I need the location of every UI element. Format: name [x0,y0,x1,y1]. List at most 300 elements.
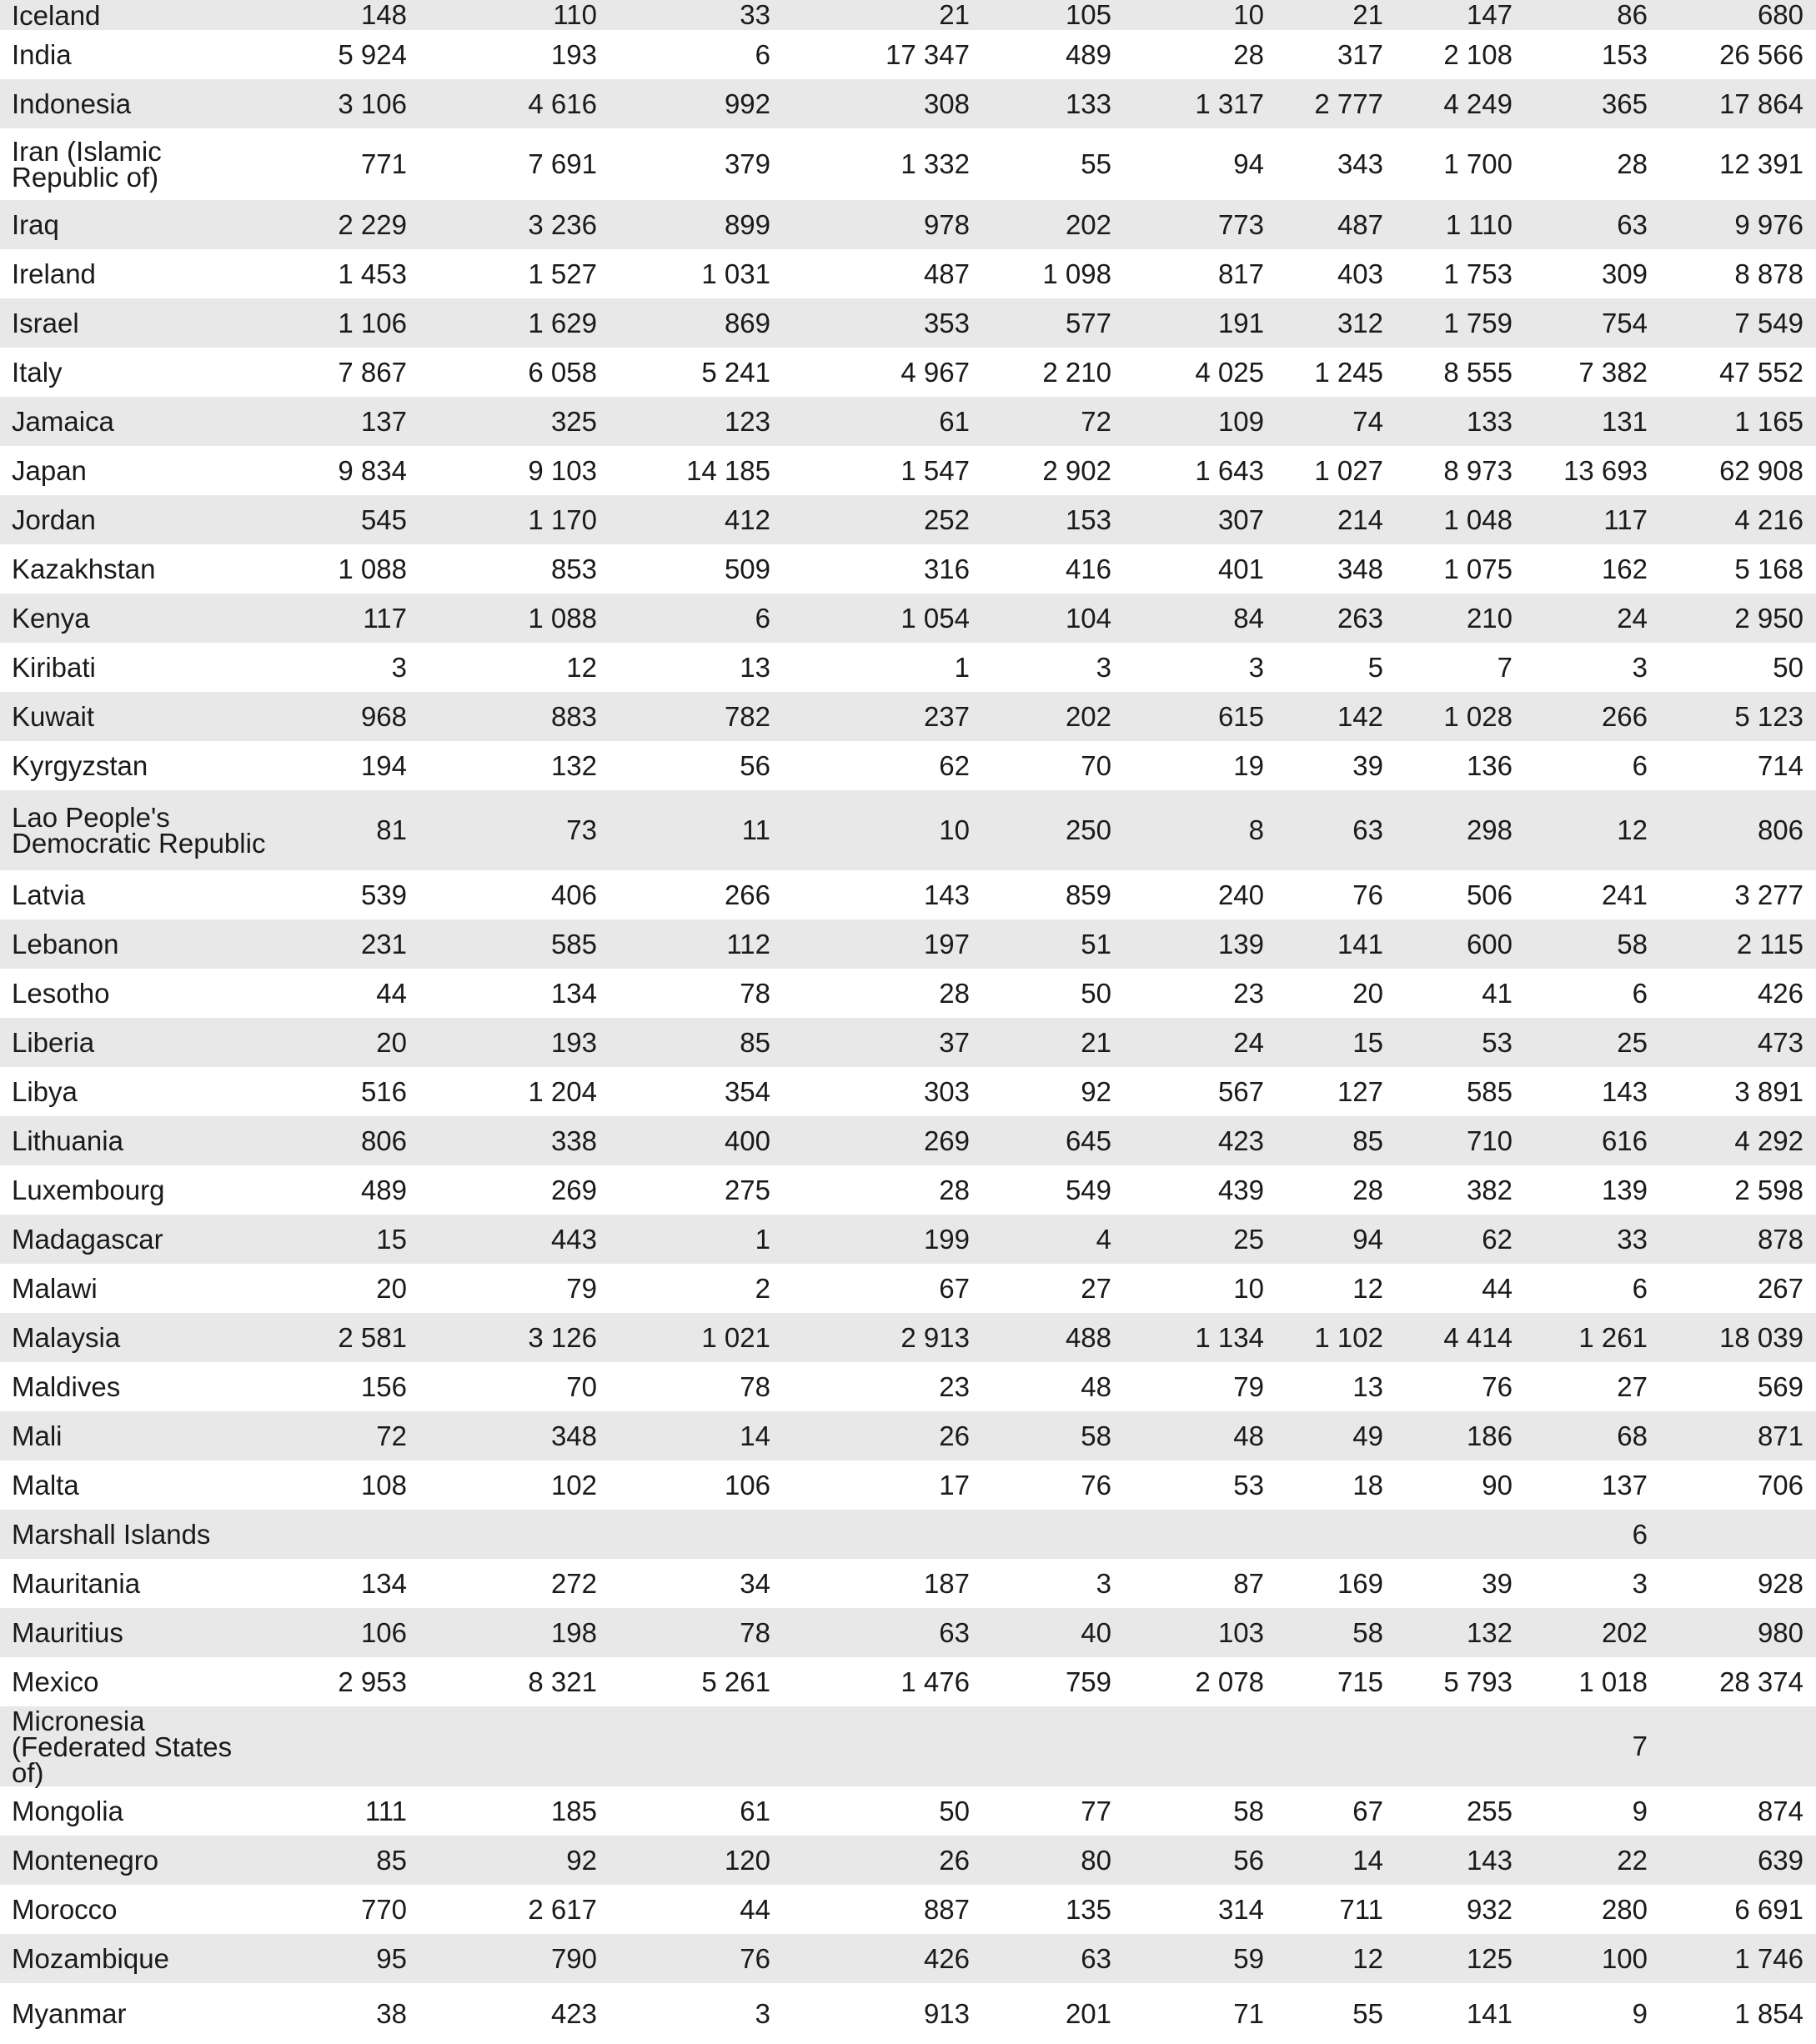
country-name: Micronesia (Federated States of) [12,1705,233,1788]
table-cell-col3: 11 [741,814,770,845]
table-cell-col4: 187 [923,1567,970,1599]
table-cell-col2: 423 [550,1997,597,2029]
table-cell-col6: 8 [1248,814,1264,845]
table-cell-col10 [1668,1510,1803,1559]
table-cell-col9: 162 [1601,553,1648,584]
table-cell-col10: 1 854 [1734,1997,1803,2029]
table-row [0,1411,1816,1460]
table-row [0,741,1816,790]
table-cell-col9: 139 [1601,1174,1648,1205]
table-cell-col9: 153 [1601,38,1648,70]
table-row [0,1706,1816,1786]
table-row [0,790,1816,870]
table-cell-col9: 86 [1617,0,1648,30]
country-name: Mali [12,1420,63,1451]
table-cell-col8 [1401,1510,1512,1559]
table-cell-col9: 365 [1601,88,1648,119]
table-cell-col9: 6 [1632,977,1648,1009]
table-cell-col5: 58 [1081,1420,1111,1451]
country-name: Luxembourg [12,1175,165,1205]
table-row [0,1657,1816,1706]
table-cell-col8: 147 [1466,0,1512,30]
table-cell-col2: 92 [566,1844,597,1876]
table-cell-col4: 316 [923,553,970,584]
table-cell-col1: 108 [360,1469,407,1500]
table-cell-col8: 62 [1482,1223,1512,1255]
table-cell-col1: 20 [376,1026,407,1058]
table-cell-col9: 68 [1617,1420,1648,1451]
table-row [0,1018,1816,1067]
table-cell-col10: 569 [1757,1370,1803,1402]
table-cell-col10: 17 864 [1719,88,1803,119]
table-cell-col1: 194 [360,749,407,781]
table-cell-col1: 1 453 [338,258,407,289]
table-row [0,348,1816,397]
table-cell-col4: 1 476 [900,1666,970,1697]
table-cell-col10: 4 216 [1734,503,1803,535]
table-cell-col3: 275 [724,1174,770,1205]
table-cell-col7: 127 [1337,1075,1383,1107]
table-cell-col9: 58 [1617,928,1648,959]
table-cell-col3: 106 [724,1469,770,1500]
table-cell-col2: 110 [553,0,597,30]
table-cell-col5: 250 [1065,814,1111,845]
table-cell-col9: 1 018 [1578,1666,1648,1697]
table-cell-col8: 710 [1466,1125,1512,1156]
table-row [0,1608,1816,1657]
table-cell-col9: 24 [1617,602,1648,634]
table-cell-col5: 202 [1065,700,1111,732]
table-cell-col6: 109 [1217,405,1264,437]
table-cell-col2: 134 [550,977,597,1009]
table-cell-col8: 7 [1497,651,1512,683]
table-cell-col2: 325 [550,405,597,437]
table-cell-col5 [984,1706,1111,1786]
table-cell-col10: 18 039 [1719,1321,1803,1353]
table-cell-col7: 343 [1337,148,1383,179]
table-cell-col3: 78 [740,1370,770,1402]
table-cell-col1: 806 [360,1125,407,1156]
country-name: Iran (Islamic Republic of) [12,136,162,193]
table-row [0,249,1816,298]
table-cell-col10: 874 [1757,1795,1803,1826]
table-cell-col1: 111 [364,1795,407,1826]
table-cell-col8: 600 [1466,928,1512,959]
country-name: Liberia [12,1027,95,1058]
table-cell-col4: 269 [923,1125,970,1156]
table-cell-col2: 185 [550,1795,597,1826]
table-cell-col8: 1 759 [1443,307,1512,338]
table-cell-col4: 17 [939,1469,970,1500]
table-cell-col4 [800,1510,970,1559]
table-cell-col1: 545 [360,503,407,535]
table-cell-col6: 56 [1233,1844,1264,1876]
table-cell-col8: 186 [1466,1420,1512,1451]
table-cell-col8 [1401,1706,1512,1786]
table-cell-col2: 132 [550,749,597,781]
table-cell-col3 [617,1510,770,1559]
table-cell-col5: 416 [1065,553,1111,584]
table-row [0,1885,1816,1934]
table-cell-col2: 585 [550,928,597,959]
table-cell-col5: 549 [1065,1174,1111,1205]
table-cell-col6 [1134,1510,1264,1559]
table-cell-col6: 59 [1233,1942,1264,1974]
table-cell-col2: 443 [550,1223,597,1255]
table-cell-col7: 39 [1352,749,1383,781]
table-row [0,298,1816,348]
table-cell-col3: 13 [740,651,770,683]
table-cell-col7: 263 [1337,602,1383,634]
country-name: Japan [12,455,87,486]
table-row [0,79,1816,128]
table-cell-col4: 50 [939,1795,970,1826]
table-cell-col9: 9 [1632,1795,1648,1826]
table-cell-col3: 76 [740,1942,770,1974]
country-name: Indonesia [12,88,132,119]
table-cell-col4: 61 [939,405,970,437]
table-cell-col1: 968 [360,700,407,732]
table-cell-col2: 3 126 [528,1321,597,1353]
country-name: Iraq [12,209,59,240]
table-cell-col5: 1 098 [1042,258,1111,289]
table-cell-col6: 1 317 [1195,88,1264,119]
table-cell-col6: 10 [1233,0,1264,30]
table-cell-col5: 92 [1081,1075,1111,1107]
table-cell-col5: 3 [1096,651,1111,683]
table-cell-col5: 72 [1081,405,1111,437]
table-cell-col7: 18 [1352,1469,1383,1500]
table-cell-col4: 37 [939,1026,970,1058]
table-cell-col9: 6 [1632,749,1648,781]
table-cell-col3: 869 [724,307,770,338]
table-cell-col6: 3 [1248,651,1264,683]
table-cell-col9: 1 261 [1578,1321,1648,1353]
table-cell-col6: 28 [1233,38,1264,70]
table-cell-col3: 6 [755,602,770,634]
table-cell-col6: 25 [1233,1223,1264,1255]
table-cell-col8: 255 [1466,1795,1512,1826]
table-row [0,446,1816,495]
table-cell-col1: 81 [376,814,407,845]
country-name: Lesotho [12,978,110,1009]
table-row [0,1934,1816,1983]
country-name: Myanmar [12,1998,127,2029]
table-cell-col7: 74 [1352,405,1383,437]
table-cell-col5: 489 [1065,38,1111,70]
table-cell-col2: 79 [566,1272,597,1304]
table-cell-col1: 106 [360,1616,407,1648]
table-cell-col7: 711 [1339,1893,1383,1925]
table-cell-col4: 308 [923,88,970,119]
country-name: Jordan [12,504,96,535]
table-cell-col6: 48 [1233,1420,1264,1451]
table-cell-col6: 58 [1233,1795,1264,1826]
country-name: Latvia [12,879,86,910]
table-cell-col9: 6 [1632,1272,1648,1304]
table-cell-col5: 4 [1096,1223,1111,1255]
table-cell-col9: 100 [1601,1942,1648,1974]
table-cell-col5: 63 [1081,1942,1111,1974]
table-cell-col9: 3 [1632,651,1648,683]
table-cell-col7: 55 [1352,1997,1383,2029]
table-cell-col2: 193 [550,38,597,70]
table-cell-col5: 55 [1081,148,1111,179]
table-cell-col3: 14 185 [686,454,770,486]
table-cell-col6: 314 [1217,1893,1264,1925]
table-cell-col8: 5 793 [1443,1666,1512,1697]
table-row [0,1264,1816,1313]
table-cell-col6: 4 025 [1195,356,1264,388]
table-cell-col7: 12 [1352,1272,1383,1304]
country-name: Kenya [12,603,90,634]
table-cell-col10: 878 [1757,1223,1803,1255]
table-cell-col1: 770 [360,1893,407,1925]
country-name: Israel [12,308,79,338]
table-cell-col9: 28 [1617,148,1648,179]
table-cell-col9: 202 [1601,1616,1648,1648]
table-cell-col9: 7 [1632,1731,1648,1761]
table-cell-col7: 21 [1352,0,1383,30]
table-cell-col6: 79 [1233,1370,1264,1402]
table-row [0,1559,1816,1608]
table-cell-col8: 8 555 [1443,356,1512,388]
country-name: Mauritius [12,1617,123,1648]
table-cell-col7: 715 [1337,1666,1383,1697]
table-cell-col7: 12 [1352,1942,1383,1974]
table-cell-col5: 153 [1065,503,1111,535]
table-cell-col9: 12 [1617,814,1648,845]
table-cell-col10: 3 277 [1734,879,1803,910]
table-cell-col6: 423 [1217,1125,1264,1156]
table-cell-col2 [434,1510,597,1559]
table-cell-col7 [1284,1706,1383,1786]
table-cell-col2: 4 616 [528,88,597,119]
table-cell-col1: 148 [360,0,407,30]
table-cell-col5: 577 [1065,307,1111,338]
table-cell-col1: 539 [360,879,407,910]
table-cell-col4: 199 [923,1223,970,1255]
table-cell-col10: 9 976 [1734,208,1803,240]
table-cell-col9: 9 [1632,1997,1648,2029]
table-row [0,544,1816,594]
table-cell-col5: 201 [1065,1997,1111,2029]
table-cell-col4: 252 [923,503,970,535]
table-cell-col4: 237 [923,700,970,732]
table-cell-col8: 1 075 [1443,553,1512,584]
table-cell-col3: 400 [724,1125,770,1156]
table-cell-col5: 859 [1065,879,1111,910]
table-cell-col10: 473 [1757,1026,1803,1058]
table-cell-col1: 516 [360,1075,407,1107]
country-name: Morocco [12,1894,118,1925]
table-cell-col10: 1 746 [1734,1942,1803,1974]
table-row [0,594,1816,643]
table-cell-col10: 706 [1757,1469,1803,1500]
table-cell-col5: 488 [1065,1321,1111,1353]
table-cell-col7: 317 [1337,38,1383,70]
table-cell-col8: 298 [1466,814,1512,845]
table-cell-col1: 3 [391,651,407,683]
country-name: Malta [12,1470,79,1500]
table-cell-col3: 509 [724,553,770,584]
country-name: Kazakhstan [12,554,156,584]
table-cell-col8: 382 [1466,1174,1512,1205]
table-cell-col10: 47 552 [1719,356,1803,388]
table-cell-col3: 1 [755,1223,770,1255]
table-cell-col10: 714 [1757,749,1803,781]
table-cell-col3: 3 [755,1997,770,2029]
table-cell-col1: 117 [363,602,407,634]
table-cell-col1: 231 [360,928,407,959]
table-cell-col7: 1 245 [1314,356,1383,388]
table-cell-col10: 1 165 [1734,405,1803,437]
table-row [0,643,1816,692]
table-cell-col10: 8 878 [1734,258,1803,289]
table-cell-col6: 439 [1217,1174,1264,1205]
table-cell-col8: 90 [1482,1469,1512,1500]
table-row [0,870,1816,919]
table-row [0,1215,1816,1264]
country-name: Libya [12,1076,78,1107]
table-cell-col10: 5 168 [1734,553,1803,584]
table-cell-col5: 105 [1065,0,1111,30]
table-cell-col5: 2 902 [1042,454,1111,486]
table-cell-col5: 76 [1081,1469,1111,1500]
table-cell-col1 [250,1510,407,1559]
table-cell-col1: 3 106 [338,88,407,119]
table-cell-col3: 782 [724,700,770,732]
table-cell-col4: 10 [939,814,970,845]
table-cell-col4: 426 [923,1942,970,1974]
table-cell-col2: 6 058 [528,356,597,388]
table-cell-col2: 9 103 [528,454,597,486]
table-cell-col8: 53 [1482,1026,1512,1058]
table-cell-col6: 817 [1217,258,1264,289]
table-cell-col3: 992 [724,88,770,119]
table-cell-col4: 197 [923,928,970,959]
table-cell-col1: 9 834 [338,454,407,486]
table-cell-col10: 5 123 [1734,700,1803,732]
table-cell-col6: 191 [1217,307,1264,338]
table-cell-col5: 133 [1065,88,1111,119]
table-cell-col3: 14 [740,1420,770,1451]
table-cell-col2: 1 204 [528,1075,597,1107]
table-cell-col3: 899 [724,208,770,240]
country-name: Iceland [12,0,101,31]
table-cell-col5: 645 [1065,1125,1111,1156]
country-name: Jamaica [12,406,114,437]
country-name: Lao People's Democratic Republic [12,802,266,859]
table-cell-col7: 13 [1352,1370,1383,1402]
table-row [0,495,1816,544]
table-cell-col9: 25 [1617,1026,1648,1058]
table-cell-col3: 78 [740,977,770,1009]
table-cell-col8: 44 [1482,1272,1512,1304]
table-cell-col2: 7 691 [528,148,597,179]
table-cell-col9: 117 [1603,503,1648,535]
table-cell-col3: 44 [740,1893,770,1925]
table-cell-col3: 412 [724,503,770,535]
table-cell-col8: 210 [1466,602,1512,634]
table-row [0,1362,1816,1411]
table-row [0,1510,1816,1559]
table-cell-col9: 266 [1601,700,1648,732]
table-cell-col10: 639 [1757,1844,1803,1876]
table-cell-col3: 112 [726,928,770,959]
table-cell-col6: 1 643 [1195,454,1264,486]
table-cell-col7: 141 [1337,928,1383,959]
table-cell-col5: 135 [1065,1893,1111,1925]
table-cell-col5: 3 [1096,1567,1111,1599]
table-cell-col3: 1 031 [701,258,770,289]
table-cell-col10: 6 691 [1734,1893,1803,1925]
country-name: Malawi [12,1273,98,1304]
table-cell-col8: 133 [1466,405,1512,437]
table-cell-col10: 267 [1757,1272,1803,1304]
table-cell-col4: 353 [923,307,970,338]
table-cell-col4: 487 [923,258,970,289]
table-cell-col7: 348 [1337,553,1383,584]
table-cell-col2: 348 [550,1420,597,1451]
table-cell-col3: 379 [724,148,770,179]
table-cell-col2: 790 [550,1942,597,1974]
country-name: Kuwait [12,701,95,732]
table-cell-col5: 51 [1081,928,1111,959]
table-cell-col7: 76 [1352,879,1383,910]
country-name: Mauritania [12,1568,141,1599]
table-cell-col8: 2 108 [1443,38,1512,70]
table-row [0,1460,1816,1510]
table-cell-col2: 1 170 [528,503,597,535]
table-cell-col1 [250,1706,407,1786]
country-name: Italy [12,357,63,388]
table-cell-col7: 67 [1352,1795,1383,1826]
table-cell-col9: 63 [1617,208,1648,240]
table-cell-col8: 506 [1466,879,1512,910]
table-cell-col7: 2 777 [1314,88,1383,119]
table-cell-col8: 585 [1466,1075,1512,1107]
country-name: Kiribati [12,652,96,683]
table-cell-col2: 269 [550,1174,597,1205]
table-cell-col6: 307 [1217,503,1264,535]
table-cell-col7: 142 [1337,700,1383,732]
table-cell-col5: 27 [1081,1272,1111,1304]
table-cell-col3: 120 [724,1844,770,1876]
table-cell-col8: 4 249 [1443,88,1512,119]
table-cell-col3: 56 [740,749,770,781]
table-cell-col8: 1 048 [1443,503,1512,535]
table-cell-col6: 24 [1233,1026,1264,1058]
table-cell-col1: 95 [376,1942,407,1974]
table-cell-col8: 41 [1482,977,1512,1009]
table-cell-col9: 309 [1601,258,1648,289]
table-cell-col1: 72 [376,1420,407,1451]
table-cell-col8: 141 [1466,1997,1512,2029]
table-cell-col4: 1 332 [900,148,970,179]
country-name: Malaysia [12,1322,121,1353]
table-cell-col10: 871 [1757,1420,1803,1451]
table-cell-col7: 28 [1352,1174,1383,1205]
table-cell-col4: 978 [923,208,970,240]
table-row [0,969,1816,1018]
table-cell-col4: 913 [923,1997,970,2029]
table-cell-col8: 76 [1482,1370,1512,1402]
table-cell-col10: 28 374 [1719,1666,1803,1697]
table-cell-col4: 1 547 [900,454,970,486]
table-cell-col6: 53 [1233,1469,1264,1500]
table-row [0,1313,1816,1362]
